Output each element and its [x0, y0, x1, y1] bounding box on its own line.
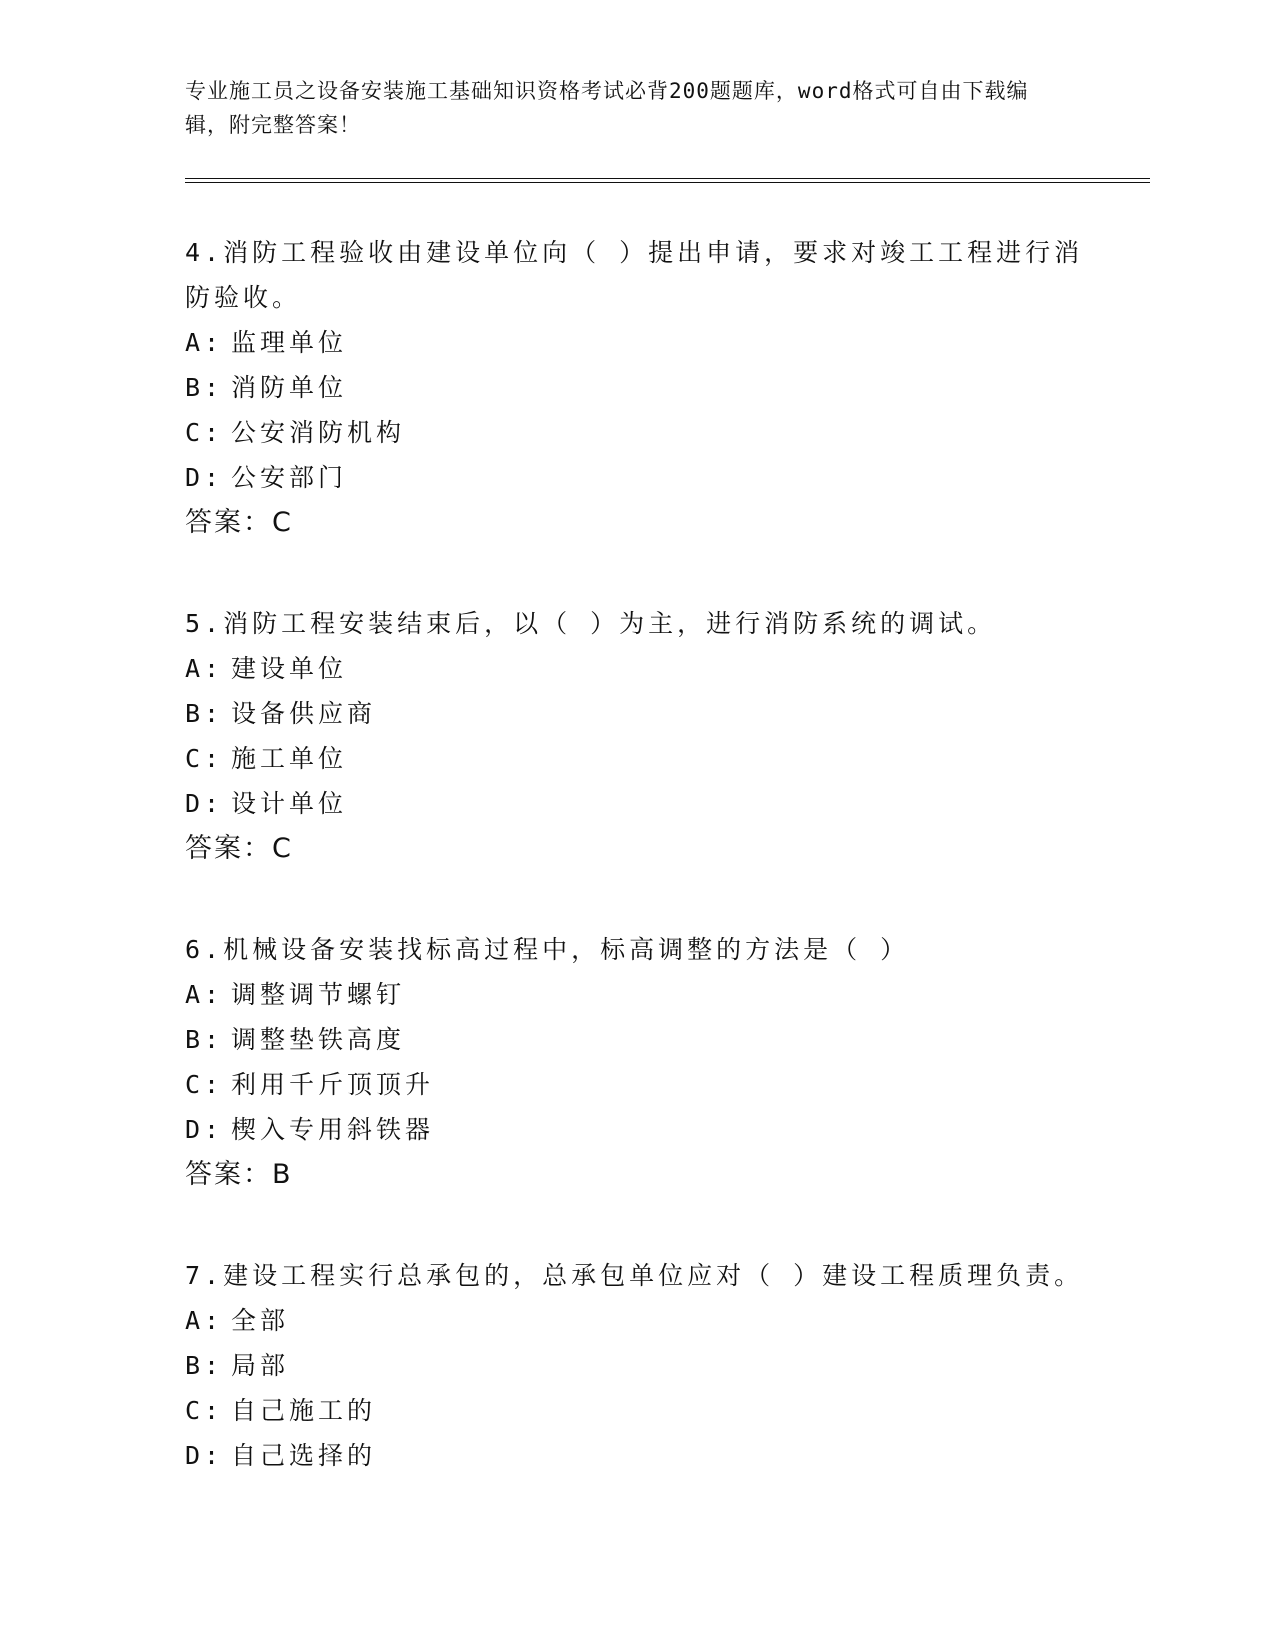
option-text: 自己选择的: [231, 1441, 377, 1470]
option-text: 施工单位: [231, 744, 348, 773]
option-text: 自己施工的: [231, 1396, 377, 1425]
document-header: 专业施工员之设备安装施工基础知识资格考试必背200题题库，word格式可自由下载编辑，附完整答案！: [185, 79, 1029, 137]
option-key: A:: [185, 980, 224, 1009]
option-text: 楔入专用斜铁器: [231, 1115, 435, 1144]
option-key: A:: [185, 1306, 224, 1335]
question-item: [185, 1253, 1085, 1478]
option-key: D:: [185, 789, 224, 818]
option-a: [185, 1298, 1085, 1343]
option-b: [185, 1017, 1085, 1062]
option-key: B:: [185, 1025, 224, 1054]
question-stem: 7.建设工程实行总承包的，总承包单位应对（ ）建设工程质理负责。: [185, 1261, 1084, 1290]
option-b: [185, 691, 1085, 736]
answer-line: 答案：C: [185, 507, 293, 538]
option-text: 监理单位: [231, 328, 348, 357]
option-c: [185, 1388, 1085, 1433]
question-item: [185, 601, 1085, 872]
option-text: 公安消防机构: [231, 418, 406, 447]
option-key: D:: [185, 1115, 224, 1144]
option-key: A:: [185, 654, 224, 683]
option-c: [185, 1062, 1085, 1107]
option-key: C:: [185, 1396, 224, 1425]
option-c: [185, 736, 1085, 781]
option-key: B:: [185, 373, 224, 402]
option-text: 消防单位: [231, 373, 348, 402]
option-d: [185, 781, 1085, 826]
answer-line: 答案：C: [185, 833, 293, 864]
header-rule-top: [185, 178, 1150, 179]
option-text: 调整垫铁高度: [231, 1025, 406, 1054]
option-d: [185, 1107, 1085, 1152]
question-item: [185, 230, 1085, 546]
option-b: [185, 1343, 1085, 1388]
option-a: [185, 646, 1085, 691]
header-rule-bottom: [185, 182, 1150, 183]
question-list: [185, 230, 1085, 1533]
option-key: C:: [185, 418, 224, 447]
option-text: 全部: [231, 1306, 290, 1335]
option-b: [185, 365, 1085, 410]
question-stem: 6.机械设备安装找标高过程中，标高调整的方法是（ ）: [185, 935, 910, 964]
question-stem: 5.消防工程安装结束后，以（ ）为主，进行消防系统的调试。: [185, 609, 997, 638]
option-a: [185, 972, 1085, 1017]
option-text: 建设单位: [231, 654, 348, 683]
option-key: D:: [185, 1441, 224, 1470]
option-text: 设备供应商: [231, 699, 377, 728]
option-text: 利用千斤顶顶升: [231, 1070, 435, 1099]
option-text: 设计单位: [231, 789, 348, 818]
answer-line: 答案：B: [185, 1159, 293, 1190]
question-stem: 4.消防工程验收由建设单位向（ ）提出申请，要求对竣工工程进行消防验收。: [185, 238, 1084, 312]
option-key: A:: [185, 328, 224, 357]
option-key: B:: [185, 699, 224, 728]
option-d: [185, 455, 1085, 500]
option-key: D:: [185, 463, 224, 492]
option-a: [185, 320, 1085, 365]
option-d: [185, 1433, 1085, 1478]
question-item: [185, 927, 1085, 1198]
option-key: C:: [185, 744, 224, 773]
option-c: [185, 410, 1085, 455]
option-text: 局部: [231, 1351, 290, 1380]
option-key: C:: [185, 1070, 224, 1099]
option-key: B:: [185, 1351, 224, 1380]
option-text: 调整调节螺钉: [231, 980, 406, 1009]
option-text: 公安部门: [231, 463, 348, 492]
